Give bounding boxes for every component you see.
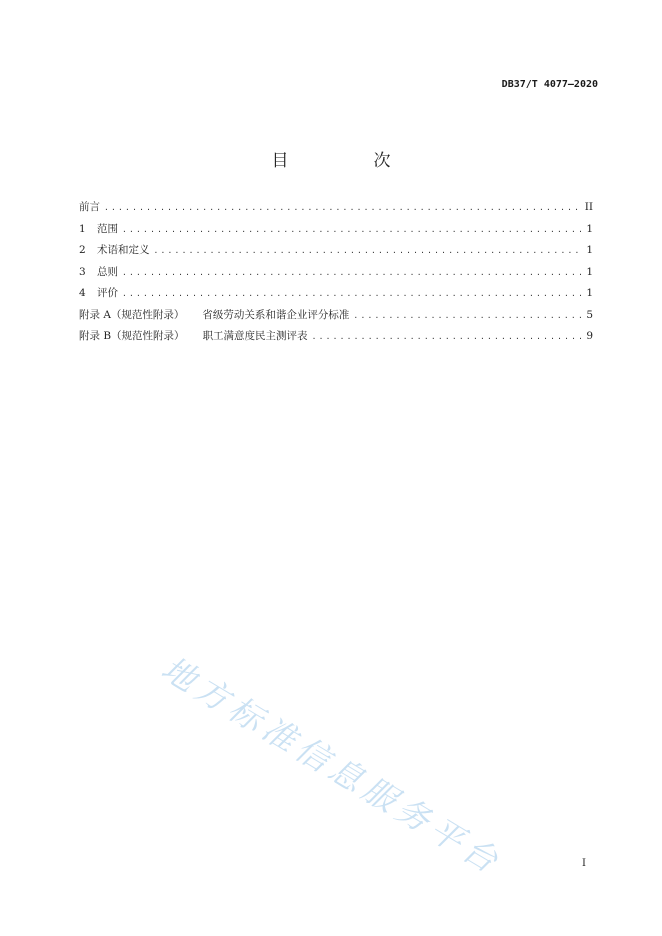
page-number: I — [582, 858, 586, 869]
toc-entry-scope[interactable] — [79, 221, 593, 243]
toc-page-number: 1 — [586, 287, 593, 299]
toc-page-number: 1 — [586, 265, 593, 278]
toc-leader-dots — [122, 225, 581, 234]
toc-section-number: 3 — [79, 265, 86, 278]
toc-leader-dots — [122, 268, 581, 277]
toc-label: 总则 — [97, 265, 118, 278]
toc-entry-appendix-b[interactable] — [79, 328, 593, 350]
toc-leader-dots — [312, 332, 581, 341]
page-title: 目 次 — [271, 151, 425, 171]
toc-leader-dots — [154, 246, 582, 255]
toc-entry-preface[interactable] — [79, 199, 593, 221]
toc-entry-appendix-a[interactable] — [79, 307, 593, 329]
toc-label: 前言 — [79, 201, 100, 213]
watermark: 地方标准信息服务平台 — [154, 648, 510, 883]
toc-label: 范围 — [97, 222, 118, 235]
toc-page-number: 1 — [586, 222, 593, 235]
toc-section-number: 1 — [79, 222, 86, 235]
header-code: DB37/T 4077—2020 — [501, 79, 598, 90]
toc-entry-general[interactable] — [79, 264, 593, 286]
toc-leader-dots — [122, 289, 581, 298]
toc-entry-terms[interactable] — [79, 242, 593, 264]
toc-appendix-title: 省级劳动关系和谐企业评分标准 — [202, 308, 350, 321]
toc-label: 术语和定义 — [97, 244, 150, 256]
toc-label: 评价 — [97, 287, 118, 299]
toc-section-number: 2 — [79, 244, 86, 256]
toc-appendix-title: 职工满意度民主测评表 — [202, 330, 308, 342]
toc-appendix-label: 附录 B（规范性附录） — [79, 330, 185, 342]
toc-page-number: 9 — [586, 330, 593, 342]
toc-page-number: II — [584, 201, 593, 213]
toc-list — [79, 199, 593, 350]
toc-appendix-label: 附录 A（规范性附录） — [79, 308, 185, 321]
toc-page-number: 1 — [586, 244, 593, 256]
toc-leader-dots — [104, 203, 581, 212]
toc-section-number: 4 — [79, 287, 86, 299]
toc-page-number: 5 — [586, 308, 593, 321]
toc-entry-evaluation[interactable] — [79, 285, 593, 307]
toc-leader-dots — [353, 311, 581, 320]
